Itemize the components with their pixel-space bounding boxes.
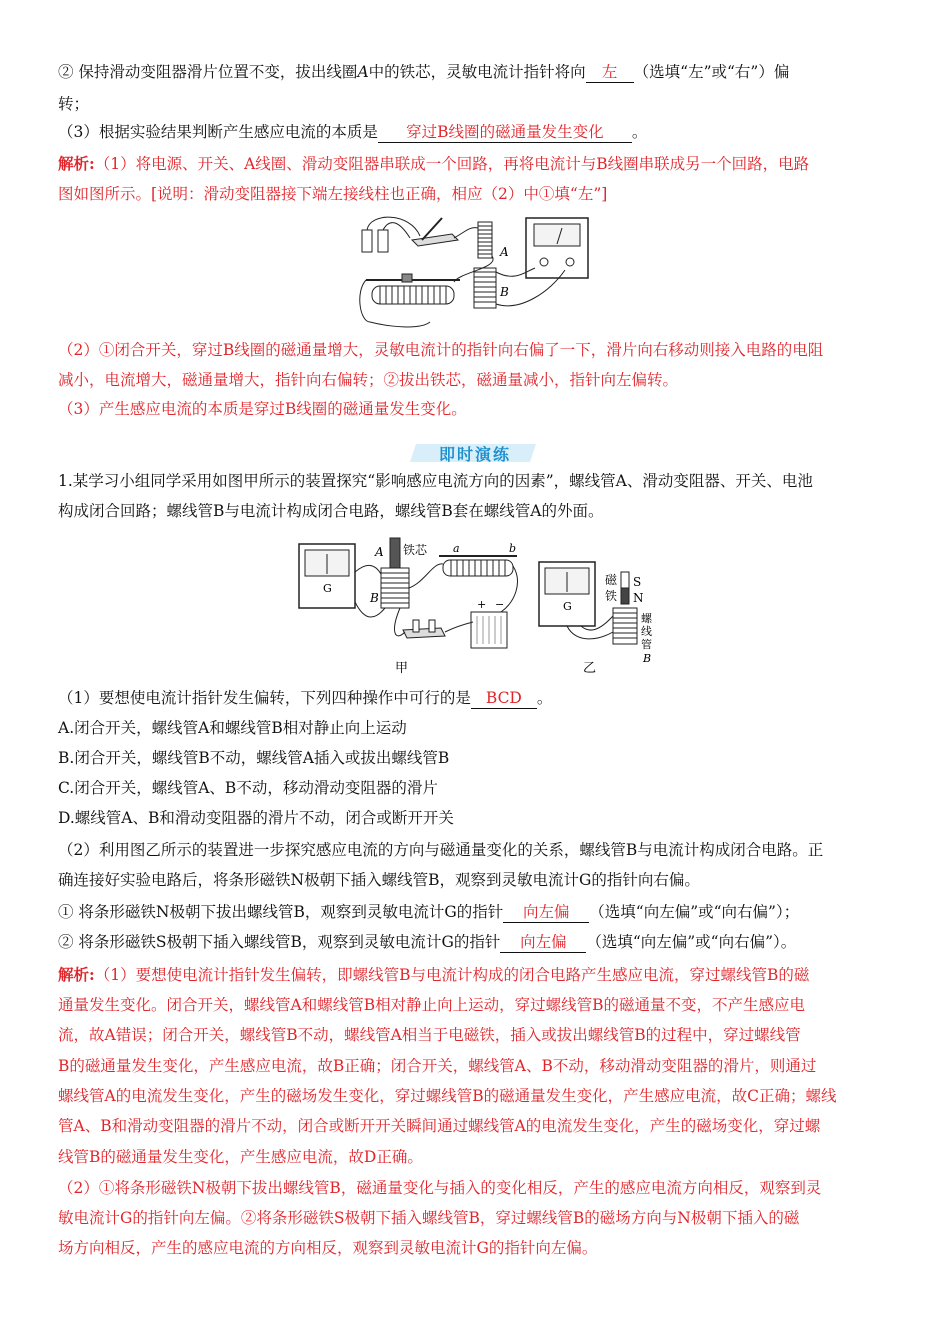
fig-sol-3: 管 — [641, 638, 652, 651]
analysis-2-part-2-line-2: 敏电流计G的指针向左偏。②将条形磁铁S极朝下插入螺线管B，穿过螺线管B的磁场方向与N极朝下插入的磁 — [58, 1209, 800, 1227]
analysis-2-line-2: 通量发生变化。闭合开关，螺线管A和螺线管B相对静止向上运动，穿过螺线管B的磁通量不变，不产生感应电 — [58, 996, 805, 1014]
fig-label-N: N — [633, 591, 644, 605]
svg-text:G: G — [563, 600, 572, 613]
analysis-1-part-2-line-1: （2）①闭合开关，穿过B线圈的磁通量增大，灵敏电流计的指针向右偏了一下，滑片向右移动则接入电路的电阻 — [58, 341, 824, 359]
q1-part-2-1-prefix: ① 将条形磁铁N极朝下拔出螺线管B，观察到灵敏电流计G的指针 — [58, 903, 504, 921]
answer-blank: 向左偏 — [500, 932, 586, 953]
option-a: A.闭合开关，螺线管A和螺线管B相对静止向上运动 — [58, 719, 407, 737]
fig-label-B: B — [370, 591, 379, 605]
q1-stem-line-1: 1.某学习小组同学采用如图甲所示的装置探究“影响感应电流方向的因素”，螺线管A、滑动变阻器、开关、电池 — [58, 472, 813, 490]
figure-label-yi: 乙 — [583, 661, 597, 676]
rheostat — [366, 274, 460, 304]
analysis-2-line-4: B的磁通量发生变化，产生感应电流，故B正确；闭合开关，螺线管A、B不动，移动滑动变阻器的滑片，则通过 — [58, 1057, 817, 1075]
question-3 — [58, 122, 898, 143]
q1-part-2-2-suffix: （选填“向左偏”或“向右偏”）。 — [586, 933, 797, 951]
fig-magnet-1: 磁 — [605, 573, 618, 587]
q1-part-2-line-1: （2）利用图乙所示的装置进一步探究感应电流的方向与磁通量变化的关系，螺线管B与电流计构成闭合电路。正 — [58, 841, 824, 859]
battery-2 — [378, 230, 388, 252]
fig-label-b: b — [509, 542, 517, 555]
q2-2-middle: 中的铁芯，灵敏电流计指针将向 — [368, 63, 586, 81]
option-c: C.闭合开关，螺线管A、B不动，移动滑动变阻器的滑片 — [58, 779, 438, 797]
q3-prefix: （3）根据实验结果判断产生感应电流的本质是 — [58, 123, 378, 141]
analysis-1-part-3: （3）产生感应电流的本质是穿过B线圈的磁通量发生变化。 — [58, 400, 467, 418]
galvanometer — [526, 218, 588, 278]
fig-sol-2: 线 — [641, 625, 652, 638]
answer-blank: 穿过B线圈的磁通量发生变化 — [378, 122, 632, 143]
switch-jia — [403, 620, 445, 638]
analysis-2-line-7: 线管B的磁通量发生变化，产生感应电流，故D正确。 — [58, 1148, 423, 1166]
coil-a-label: A — [357, 63, 369, 81]
analysis-1-line-1 — [58, 154, 898, 174]
analysis-1-line-2: 图如图所示。[说明：滑动变阻器接下端左接线柱也正确，相应（2）中①填“左”] — [58, 185, 608, 203]
galvanometer-jia — [299, 544, 355, 608]
rheostat-jia — [439, 556, 517, 576]
coil-a-text: A — [500, 245, 509, 259]
option-b: B.闭合开关，螺线管B不动，螺线管A插入或拔出螺线管B — [58, 749, 450, 767]
option-d: D.螺线管A、B和滑动变阻器的滑片不动，闭合或断开开关 — [58, 809, 454, 827]
circuit-figure-2 — [295, 532, 665, 677]
circuit-figure-1 — [350, 212, 600, 334]
fig-label-S: S — [633, 575, 642, 589]
analysis-1-part-2-line-2: 减小，电流增大，磁通量增大，指针向右偏转；②拔出铁芯，磁通量减小，指针向左偏转。 — [58, 371, 679, 389]
analysis-text: （1）要想使电流计指针发生偏转，即螺线管B与电流计构成的闭合电路产生感应电流，穿过螺线管B的磁 — [94, 966, 810, 984]
q3-suffix: 。 — [631, 123, 648, 141]
q1-part-2-1-suffix: （选填“向左偏”或“向右偏”）； — [589, 903, 800, 921]
bar-magnet — [621, 572, 629, 604]
answer-blank: 向左偏 — [503, 902, 589, 923]
analysis-2-part-2-line-1: （2）①将条形磁铁N极朝下拔出螺线管B，磁通量变化与插入的变化相反，产生的感应电流方向相反，观察到灵 — [58, 1179, 822, 1197]
battery-jia — [471, 612, 507, 648]
q1-part-1 — [58, 688, 898, 709]
q1-part-1-prefix: （1）要想使电流计指针发生偏转，下列四种操作中可行的是 — [58, 689, 471, 707]
solenoid-b-jia — [381, 568, 409, 608]
battery-plus: + — [477, 598, 487, 611]
coil-b — [474, 268, 496, 308]
q1-part-1-suffix: 。 — [536, 689, 553, 707]
analysis-2-part-2-line-3: 场方向相反，产生的感应电流的方向相反，观察到灵敏电流计G的指针向左偏。 — [58, 1239, 598, 1257]
fig-iron-core: 铁芯 — [403, 543, 428, 557]
q1-stem-line-2: 构成闭合回路；螺线管B与电流计构成闭合电路，螺线管B套在螺线管A的外面。 — [58, 502, 604, 520]
analysis-2-line-5: 螺线管A的电流发生变化，产生的磁场发生变化，穿过螺线管B的磁通量发生变化，产生感应电流，故C正确；螺线 — [58, 1087, 837, 1105]
analysis-2-line-6: 管A、B和滑动变阻器的滑片不动，闭合或断开开关瞬间通过螺线管A的电流发生变化，产生的磁场变化，穿过螺 — [58, 1117, 821, 1135]
q1-part-2-line-2: 确连接好实验电路后，将条形磁铁N极朝下插入螺线管B，观察到灵敏电流计G的指针向右偏。 — [58, 871, 700, 889]
galvanometer-yi — [539, 562, 595, 626]
coil-b-text: B — [500, 285, 509, 299]
fig-label-A: A — [375, 545, 384, 559]
analysis-text: （1）将电源、开关、A线圈、滑动变阻器串联成一个回路，再将电流计与B线圈串联成另一个回路，电路 — [94, 155, 810, 173]
coil-a — [478, 222, 492, 258]
answer-blank: BCD — [471, 688, 537, 709]
section-title: 即时演练 — [438, 445, 511, 464]
q2-2-prefix: ② 保持滑动变阻器滑片位置不变，拔出线圈 — [58, 63, 358, 81]
switch-base — [412, 234, 458, 246]
q1-part-2-2 — [58, 932, 898, 953]
question-2-2 — [58, 62, 898, 83]
fig-sol-1: 螺 — [641, 612, 652, 625]
section-banner — [410, 440, 540, 464]
svg-text:G: G — [323, 582, 332, 595]
battery-1 — [362, 230, 372, 252]
analysis-2-line-1 — [58, 965, 898, 985]
fig-magnet-2: 铁 — [605, 589, 618, 603]
q1-part-2-2-prefix: ② 将条形磁铁S极朝下插入螺线管B，观察到灵敏电流计G的指针 — [58, 933, 501, 951]
q2-2-suffix: （选填“左”或“右”）偏 — [633, 63, 790, 81]
fig-sol-B: B — [643, 652, 652, 665]
figure-label-jia: 甲 — [395, 661, 409, 676]
analysis-label: 解析: — [58, 154, 95, 173]
analysis-2-line-3: 流，故A错误；闭合开关，螺线管B不动，螺线管A相当于电磁铁，插入或拔出螺线管B的过程中，穿过螺线管 — [58, 1026, 801, 1044]
question-2-2-cont: 转； — [58, 95, 90, 113]
solenoid-b-yi — [613, 608, 637, 644]
analysis-label: 解析: — [58, 965, 95, 984]
q1-part-2-1 — [58, 902, 898, 923]
battery-minus: − — [495, 598, 505, 611]
answer-blank: 左 — [586, 62, 634, 83]
fig-label-a: a — [453, 542, 460, 555]
